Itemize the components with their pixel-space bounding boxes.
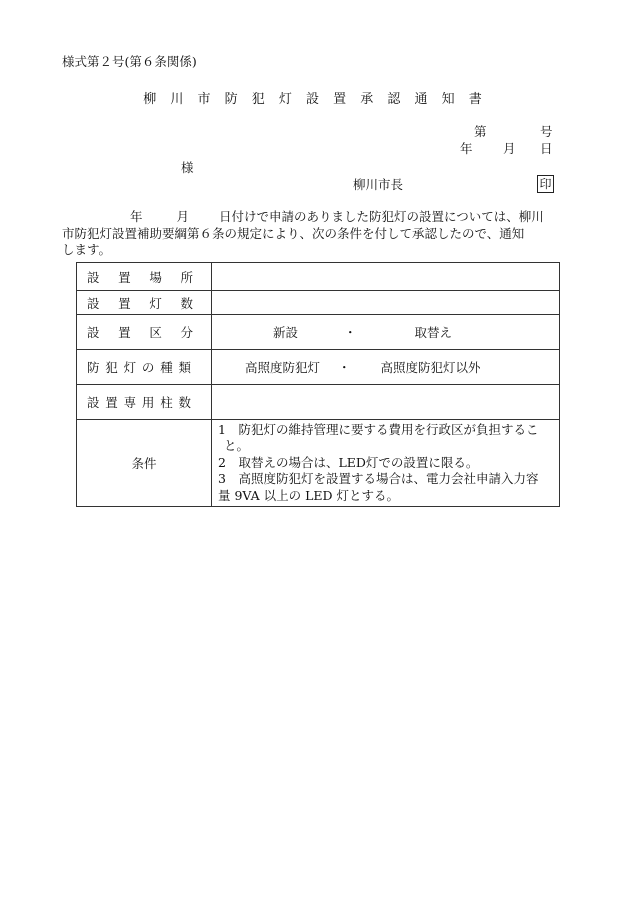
- label-text: [87, 393, 191, 411]
- label-installation-location: [77, 263, 212, 291]
- label-char: 防: [87, 360, 100, 375]
- option-separator: ・: [338, 360, 351, 375]
- option-other-than-high-illuminance: 高照度防犯灯以外: [380, 360, 481, 375]
- addressee-suffix: 様: [181, 160, 194, 175]
- condition-2: 2 取替えの場合は、LED灯での設置に限る。: [218, 454, 479, 470]
- label-char: 置: [118, 269, 131, 285]
- option-replacement: 取替え: [414, 325, 453, 340]
- body-year-label: 年: [130, 209, 143, 224]
- label-dedicated-pole-count: [77, 385, 212, 420]
- label-conditions: 条件: [77, 420, 212, 507]
- label-char: 設: [87, 395, 100, 410]
- table-row: [77, 350, 560, 385]
- label-char: 柱: [160, 395, 173, 410]
- value-installation-type: [212, 315, 560, 350]
- document-title: 柳 川 市 防 犯 灯 設 置 承 認 通 知 書: [143, 92, 487, 107]
- label-char: 用: [141, 395, 155, 410]
- table-row: [77, 291, 560, 315]
- label-char: 置: [118, 325, 131, 340]
- seal-mark: 印: [537, 175, 554, 193]
- date-day-label: 日: [540, 141, 553, 156]
- table-row: [77, 263, 560, 291]
- label-text: [87, 323, 193, 341]
- label-char: 犯: [105, 360, 118, 375]
- issuer-name: 柳川市長: [353, 177, 404, 192]
- table-row: [77, 315, 560, 350]
- label-text: [87, 358, 191, 376]
- value-dedicated-pole-count: [212, 385, 560, 420]
- condition-3-continued: 量 9VA 以上の LED 灯とする。: [218, 487, 400, 503]
- document-number-prefix: 第: [474, 124, 487, 139]
- label-char: 灯: [149, 295, 162, 311]
- label-char: 場: [149, 269, 162, 285]
- label-char: 類: [178, 360, 191, 375]
- label-light-count: [77, 291, 212, 315]
- label-installation-type: [77, 315, 212, 350]
- label-char: 設: [87, 269, 100, 285]
- label-char: 設: [87, 295, 100, 311]
- conditions-list: [212, 420, 560, 507]
- label-char: 分: [180, 325, 193, 340]
- body-line-1: [62, 209, 582, 226]
- table-row: [77, 420, 560, 507]
- label-char: 置: [105, 395, 118, 410]
- option-separator: ・: [344, 325, 357, 340]
- label-char: 設: [87, 325, 100, 340]
- option-new: 新設: [273, 325, 299, 340]
- label-char: の: [141, 360, 155, 375]
- table-row: [77, 385, 560, 420]
- approval-details-table: [76, 262, 560, 507]
- label-char: 所: [180, 269, 193, 285]
- date-year-label: 年: [460, 141, 473, 156]
- condition-1-continued: と。: [224, 438, 250, 454]
- value-light-type: [212, 350, 560, 385]
- form-number: 様式第２号(第６条関係): [62, 54, 197, 69]
- label-text: [87, 268, 193, 286]
- label-char: 置: [118, 295, 131, 311]
- label-char: 数: [178, 395, 191, 410]
- document-number-suffix: 号: [540, 124, 553, 139]
- date-month-label: 月: [503, 141, 516, 156]
- label-char: 専: [123, 395, 137, 410]
- body-line-1-text: 日付けで申請のありました防犯灯の設置については、柳川: [219, 209, 544, 224]
- body-paragraph: [62, 209, 582, 259]
- option-high-illuminance: 高照度防犯灯: [245, 360, 321, 375]
- value-installation-location: [212, 263, 560, 291]
- value-light-count: [212, 291, 560, 315]
- condition-1: 1 防犯灯の維持管理に要する費用を行政区が負担するこ: [218, 421, 539, 437]
- label-char: 灯: [123, 360, 137, 375]
- body-month-label: 月: [176, 209, 190, 224]
- label-char: 種: [160, 360, 173, 375]
- label-char: 区: [149, 325, 162, 340]
- label-char: 数: [180, 295, 193, 311]
- body-line-3: します。: [62, 242, 112, 257]
- condition-3: 3 高照度防犯灯を設置する場合は、電力会社申請入力容: [218, 471, 539, 487]
- label-text: [87, 294, 193, 312]
- body-line-2: 市防犯灯設置補助要綱第６条の規定により、次の条件を付して承認したので、通知: [62, 225, 525, 241]
- label-light-type: [77, 350, 212, 385]
